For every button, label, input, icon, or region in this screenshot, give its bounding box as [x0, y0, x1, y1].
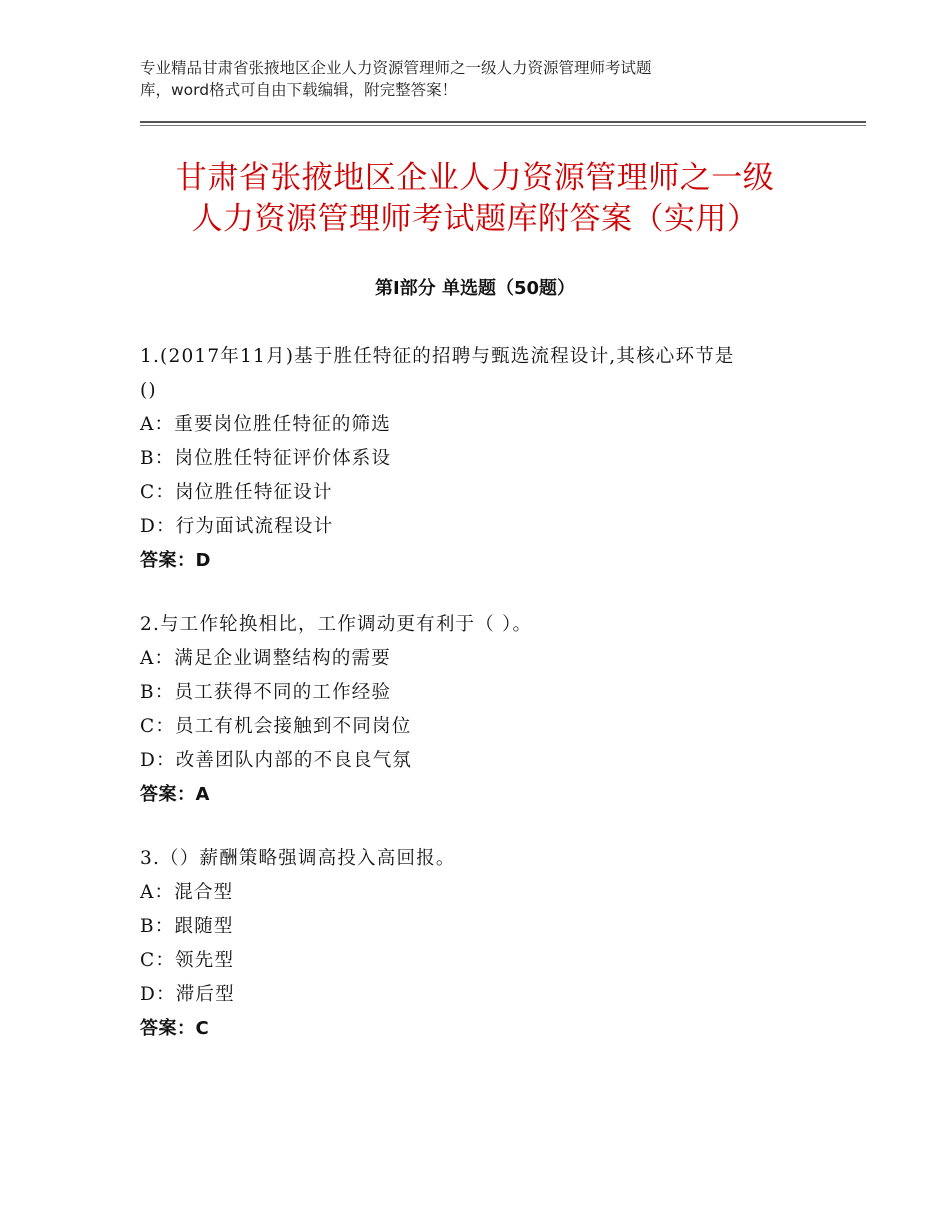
option-b: B：跟随型	[140, 916, 234, 937]
question-stem: 1.(2017年11月)基于胜任特征的招聘与甄选流程设计,其核心环节是	[140, 346, 735, 367]
header-note-line: 专业精品甘肃省张掖地区企业人力资源管理师之一级人力资源管理师考试题	[140, 59, 652, 77]
option-a: A：满足企业调整结构的需要	[140, 648, 391, 669]
section-title: 第Ⅰ部分 单选题（50题）	[374, 278, 575, 299]
option-c: C：领先型	[140, 950, 235, 971]
option-b: B：员工获得不同的工作经验	[140, 682, 392, 703]
header-divider-thin	[140, 125, 866, 126]
question-3	[140, 842, 820, 1046]
question-stem: 2.与工作轮换相比，工作调动更有利于（ ）。	[140, 614, 533, 635]
answer: 答案：C	[140, 1018, 210, 1039]
option-a: A：重要岗位胜任特征的筛选	[140, 414, 391, 435]
header-divider	[140, 121, 866, 123]
question-2	[140, 608, 820, 812]
document-title	[60, 158, 890, 240]
question-list	[140, 340, 820, 1076]
question-stem: ()	[140, 380, 157, 401]
question-stem: 3.（）薪酬策略强调高投入高回报。	[140, 848, 456, 869]
question-1	[140, 340, 820, 578]
answer: 答案：D	[140, 550, 211, 571]
option-d: D：行为面试流程设计	[140, 516, 334, 537]
option-a: A：混合型	[140, 882, 234, 903]
document-title-line: 甘肃省张掖地区企业人力资源管理师之一级	[175, 160, 775, 196]
option-d: D：滞后型	[140, 984, 235, 1005]
option-c: C：员工有机会接触到不同岗位	[140, 716, 412, 737]
document-title-line: 人力资源管理师考试题库附答案（实用）	[191, 201, 759, 237]
option-d: D：改善团队内部的不良良气氛	[140, 750, 413, 771]
header-note-line: 库，word格式可自由下载编辑，附完整答案！	[140, 81, 458, 99]
answer: 答案：A	[140, 784, 210, 805]
option-b: B：岗位胜任特征评价体系设	[140, 448, 392, 469]
option-c: C：岗位胜任特征设计	[140, 482, 333, 503]
header-note	[140, 57, 780, 101]
